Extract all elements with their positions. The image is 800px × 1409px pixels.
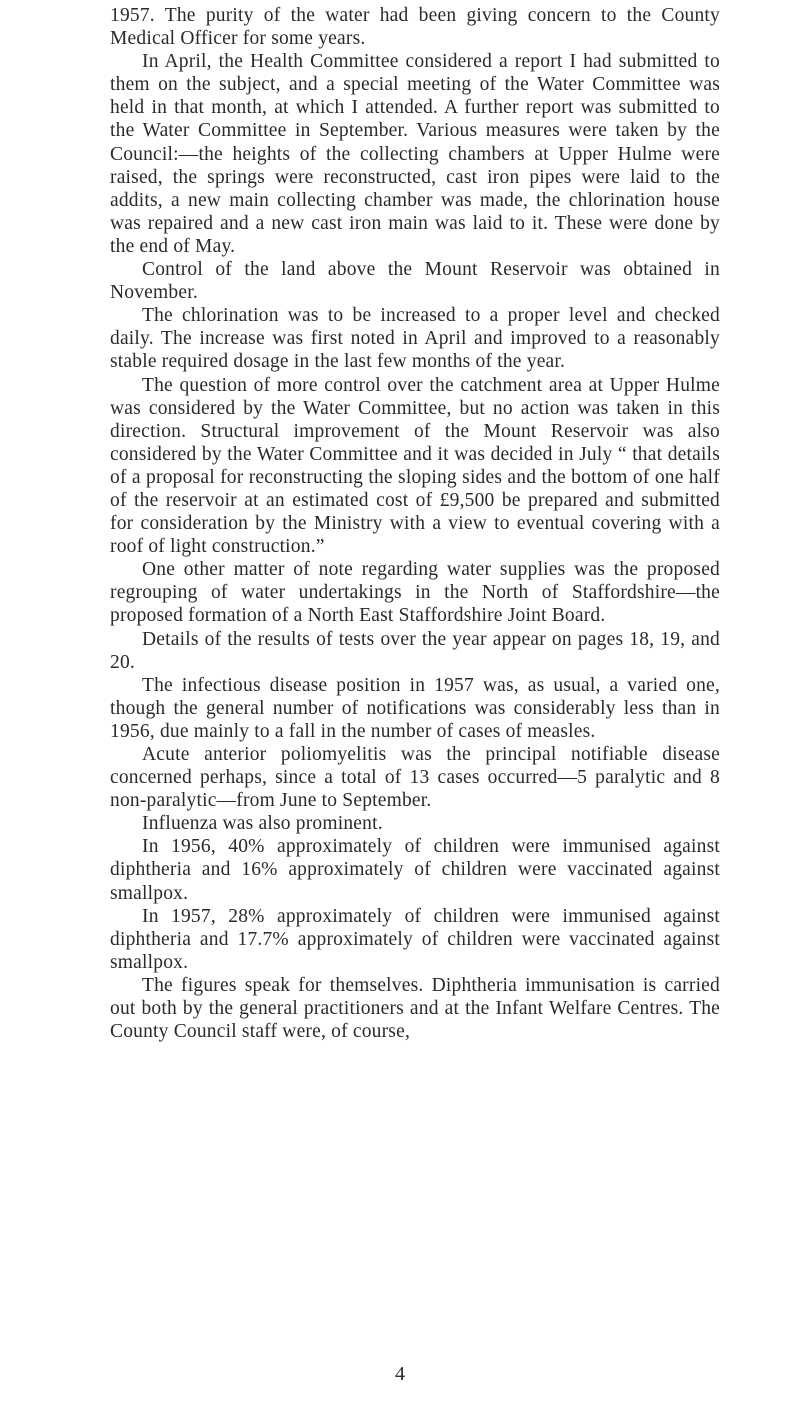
page-number: 4 [395,1363,405,1385]
paragraph-water-purity: 1957. The purity of the water had been giving concern to the County Medical Officer for some years. [110,5,720,50]
paragraph-test-results: Details of the results of tests over the year appear on pages 18, 19, and 20. [110,628,720,673]
paragraph-immunisation-1957: In 1957, 28% approximately of children were immunised against diphtheria and 17.7% approximately of children were vaccinated against smallpox. [110,905,720,973]
paragraph-chlorination: The chlorination was to be increased to a proper level and checked daily. The increase was first noted in April and improved to a reasonably stable required dosage in the last few months of the year. [110,305,720,373]
paragraph-regrouping: One other matter of note regarding water supplies was the proposed regrouping of water undertakings in the North of Staffordshire—the proposed formation of a North East Staffordshire Joint Board. [110,559,720,627]
paragraph-land-control: Control of the land above the Mount Reservoir was obtained in November. [110,259,720,304]
paragraph-immunisation-1956: In 1956, 40% approximately of children were immunised against diphtheria and 16% approximately of children were vaccinated against smallpox. [110,836,720,904]
paragraph-figures: The figures speak for themselves. Diphtheria immunisation is carried out both by the general practitioners and at the Infant Welfare Centres. The County Council staff were, of course, [110,974,720,1043]
paragraph-poliomyelitis: Acute anterior poliomyelitis was the principal notifiable disease concerned perhaps, since a total of 13 cases occurred—5 paralytic and 8 non-paralytic—from June to September. [110,744,720,812]
paragraph-catchment-area: The question of more control over the catchment area at Upper Hulme was considered by the Water Committee, but no action was taken in this direction. Structural improvement of the Mount Reservoir was also considered by the Water Committee and it was decided in July “ that details of a proposal for reconstructing the sloping sides and the bottom of one half of the reservoir at an estimated cost of £9,500 be prepared and submitted for consideration by the Ministry with a view to eventual covering with a roof of light construction.” [110,374,720,558]
paragraph-infectious-disease: The infectious disease position in 1957 was, as usual, a varied one, though the general number of notifications was considerably less than in 1956, due mainly to a fall in the number of cases of measles. [110,674,720,742]
page-body-text [110,4,720,1043]
paragraph-influenza: Influenza was also prominent. [142,813,383,835]
paragraph-health-committee-report: In April, the Health Committee considered a report I had submitted to them on the subject, and a special meeting of the Water Committee was held in that month, at which I attended. A further report was submitted to the Water Committee in September. Various measures were taken by the Council:—the heights of the collecting chambers at Upper Hulme were raised, the springs were reconstructed, cast iron pipes were laid to the addits, a new main collecting chamber was made, the chlorination house was repaired and a new cast iron main was laid to it. These were done by the end of May. [110,51,720,257]
